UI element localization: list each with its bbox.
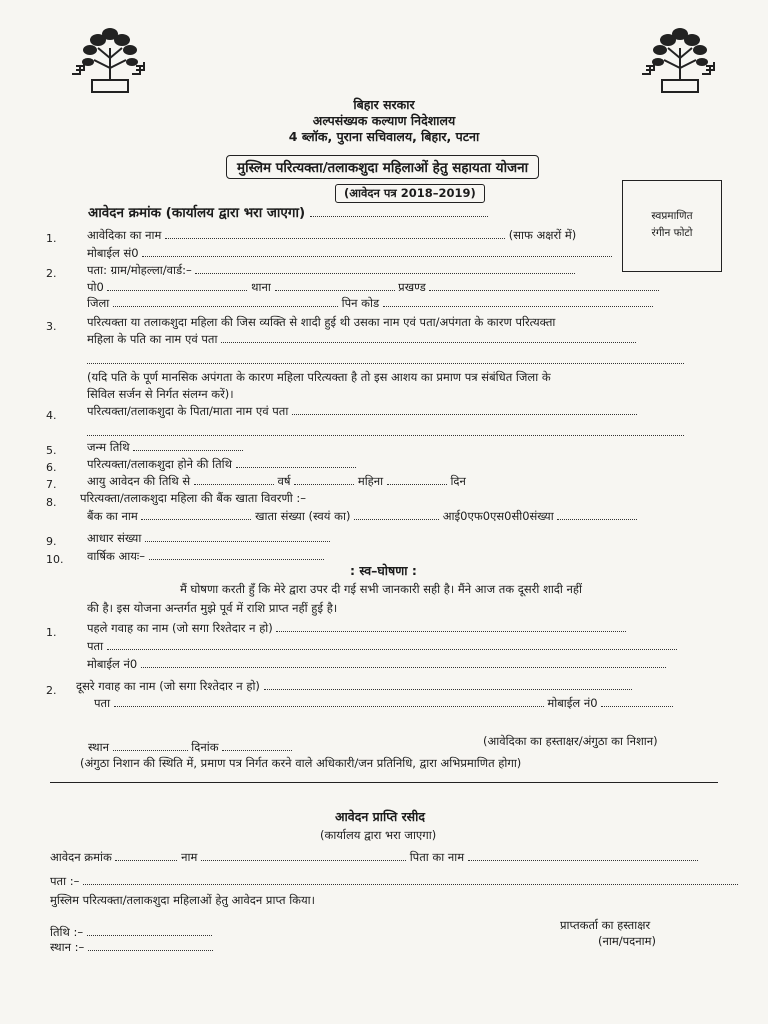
- application-number-label: आवेदन क्रमांक (कार्यालय द्वारा भरा जाएगा): [88, 205, 306, 221]
- ifsc-field[interactable]: [557, 509, 637, 520]
- photo-box[interactable]: [622, 180, 722, 272]
- age-years-field[interactable]: [194, 474, 274, 485]
- address-field[interactable]: [195, 263, 575, 274]
- scheme-title-box: [226, 155, 539, 179]
- aadhaar-label: आधार संख्या: [87, 531, 142, 545]
- q4-field-1[interactable]: [292, 404, 637, 415]
- address-row: [87, 263, 575, 278]
- receipt-date-row: [50, 925, 212, 940]
- item-number-7: 7.: [46, 478, 57, 491]
- aadhaar-row: [87, 531, 330, 546]
- bank-row: [87, 509, 637, 524]
- session-box: [335, 184, 485, 203]
- age-days-field[interactable]: [387, 474, 447, 485]
- income-field[interactable]: [149, 549, 324, 560]
- bank-name-label: बैंक का नाम: [87, 509, 138, 523]
- block-field[interactable]: [429, 280, 659, 291]
- receipt-address-row: [50, 874, 738, 889]
- bank-name-field[interactable]: [141, 509, 251, 520]
- clear-letters-label: (साफ अक्षरों में): [508, 228, 577, 242]
- q3-field-2-row: [87, 349, 684, 368]
- date-label: दिनांक: [191, 740, 219, 754]
- bihar-emblem-left-icon: [70, 18, 150, 98]
- item-number-2: 2.: [46, 267, 57, 280]
- item-number-10: 10.: [46, 553, 64, 566]
- receipt-place-field[interactable]: [88, 940, 213, 951]
- receipt-date-label: तिथि :–: [50, 925, 84, 939]
- months-label: महिना: [357, 474, 384, 488]
- section-divider: [50, 782, 718, 783]
- witness-1-name-row: [87, 621, 626, 636]
- session-label: (आवेदन पत्र 2018–2019): [335, 184, 485, 203]
- q6-label: परित्यक्ता/तलाकशुदा होने की तिथि: [87, 457, 232, 471]
- witness-1-mobile-row: [87, 657, 666, 672]
- declaration-title: : स्व–घोषणा :: [350, 563, 417, 578]
- applicant-name-row: [87, 228, 576, 243]
- q4-label: परित्यक्ता/तलाकशुदा के पिता/माता नाम एवं पता: [87, 404, 289, 418]
- receipt-received-text: मुस्लिम परित्यक्ता/तलाकशुदा महिलाओं हेतु आवेदन प्राप्त किया।: [50, 893, 316, 907]
- declaration-line-2: की है। इस योजना अन्तर्गत मुझे पूर्व में राशि प्राप्त नहीं हुई है।: [87, 601, 338, 615]
- income-row: [87, 549, 324, 564]
- scheme-title: मुस्लिम परित्यक्ता/तलाकशुदा महिलाओं हेतु सहायता योजना: [226, 155, 539, 179]
- application-number-field[interactable]: [310, 206, 488, 217]
- receipt-app-no-label: आवेदन क्रमांक: [50, 850, 112, 864]
- q7-row: [87, 474, 466, 489]
- q3-note-2: सिविल सर्जन से निर्गत संलग्न करें)।: [87, 387, 234, 401]
- witness-1-mobile-field[interactable]: [141, 657, 666, 668]
- district-row: [87, 296, 653, 311]
- mobile-field[interactable]: [142, 246, 612, 257]
- declaration-line-1: मैं घोषणा करती हुँ कि मेरे द्वारा उपर दी गई सभी जानकारी सही है। मैंने आज तक दूसरी शादी नहीं: [180, 582, 583, 596]
- mobile-row: [87, 246, 612, 261]
- receipt-app-no-field[interactable]: [115, 850, 177, 861]
- q3-field-1[interactable]: [221, 332, 636, 343]
- district-label: जिला: [87, 296, 110, 310]
- directorate-name: अल्पसंख्यक कल्याण निदेशालय: [312, 113, 456, 128]
- item-number-6: 6.: [46, 461, 57, 474]
- address-label: पता: ग्राम/मोहल्ला/वार्ड:–: [87, 263, 192, 277]
- account-number-label: खाता संख्या (स्वयं का): [255, 509, 351, 523]
- item-number-4: 4.: [46, 409, 57, 422]
- applicant-name-field[interactable]: [165, 228, 505, 239]
- receipt-date-field[interactable]: [87, 925, 212, 936]
- witness-2-name-field[interactable]: [264, 679, 632, 690]
- date-field[interactable]: [222, 740, 292, 751]
- receipt-title: आवेदन प्राप्ति रसीद: [335, 809, 426, 824]
- receipt-name-label: नाम: [181, 850, 198, 864]
- witness-2-name-label: दूसरे गवाह का नाम (जो सगा रिश्तेदार न हो): [76, 679, 260, 693]
- q3-line2-row: [87, 332, 636, 347]
- witness-2-name-row: [76, 679, 632, 694]
- receiver-signature-label: प्राप्तकर्ता का हस्ताक्षर: [560, 918, 651, 932]
- po-field[interactable]: [107, 280, 247, 291]
- income-label: वार्षिक आयः–: [87, 549, 145, 563]
- applicant-signature-label: (आवेदिका का हस्ताक्षर/अंगुठा का निशान): [483, 734, 658, 748]
- q3-line1: परित्यक्ता या तलाकशुदा महिला की जिस व्यक्ति से शादी हुई थी उसका नाम एवं पता/अपंगता के कारण परित्यक्ता: [87, 315, 556, 329]
- place-date-row: [88, 740, 292, 755]
- receipt-subtitle: (कार्यालय द्वारा भरा जाएगा): [320, 828, 437, 842]
- block-label: प्रखण्ड: [398, 280, 426, 294]
- q7-label: आयु आवेदन की तिथि से: [87, 474, 191, 488]
- witness-1-address-row: [87, 639, 677, 654]
- days-label: दिन: [450, 474, 466, 488]
- q3-line2: महिला के पति का नाम एवं पता: [87, 332, 218, 346]
- receipt-app-row: [50, 850, 698, 865]
- pin-label: पिन कोड: [341, 296, 380, 310]
- item-number-3: 3.: [46, 320, 57, 333]
- receipt-father-field[interactable]: [468, 850, 698, 861]
- thana-field[interactable]: [275, 280, 395, 291]
- witness-1-mobile-label: मोबाईल नं0: [87, 657, 138, 671]
- q4-row: [87, 404, 637, 419]
- q3-note-1: (यदि पति के पूर्ण मानसिक अपंगता के कारण महिला परित्यक्ता है तो इस आशय का प्रमाण पत्र संबंधित जिला के: [87, 370, 551, 384]
- witness-1-name-field[interactable]: [276, 621, 626, 632]
- q5-row: [87, 440, 243, 455]
- directorate-address: 4 ब्लॉक, पुराना सचिवालय, बिहार, पटना: [288, 129, 480, 144]
- receipt-place-label: स्थान :–: [50, 940, 85, 954]
- q4-field-2[interactable]: [87, 425, 684, 436]
- account-number-field[interactable]: [354, 509, 439, 520]
- witness-2-number: 2.: [46, 684, 57, 697]
- item-number-5: 5.: [46, 444, 57, 457]
- receipt-place-row: [50, 940, 213, 955]
- witness-1-number: 1.: [46, 626, 57, 639]
- thana-label: थाना: [251, 280, 271, 294]
- mobile-label: मोबाईल सं0: [87, 246, 139, 260]
- ifsc-label: आई0एफ0एस0सी0संख्या: [442, 509, 554, 523]
- receipt-name-field[interactable]: [201, 850, 406, 861]
- q6-row: [87, 457, 356, 472]
- q4-field-2-row: [87, 421, 684, 440]
- dob-field[interactable]: [133, 440, 243, 451]
- applicant-name-label: आवेदिका का नाम: [87, 228, 162, 242]
- years-label: वर्ष: [277, 474, 291, 488]
- place-field[interactable]: [113, 740, 188, 751]
- receipt-address-label: पता :–: [50, 874, 80, 888]
- receipt-father-label: पिता का नाम: [409, 850, 465, 864]
- receiver-post-label: (नाम/पदनाम): [598, 934, 656, 948]
- witness-2-mobile-field[interactable]: [601, 696, 673, 707]
- separation-date-field[interactable]: [236, 457, 356, 468]
- govt-name: बिहार सरकार: [353, 97, 415, 112]
- witness-1-address-field[interactable]: [107, 639, 677, 650]
- witness-1-address-label: पता: [87, 639, 104, 653]
- witness-2-address-field[interactable]: [114, 696, 544, 707]
- thumb-note: (अंगुठा निशान की स्थिति में, प्रमाण पत्र निर्गत करने वाले अधिकारी/जन प्रतिनिधि, द्वारा अभिप्रमाणित होगा): [80, 756, 522, 770]
- q8-label: परित्यक्ता/तलाकशुदा महिला की बैंक खाता विवरणी :–: [80, 491, 307, 505]
- item-number-8: 8.: [46, 496, 57, 509]
- district-field[interactable]: [113, 296, 338, 307]
- place-label: स्थान: [88, 740, 109, 754]
- bihar-emblem-right-icon: [640, 18, 720, 98]
- witness-2-address-row: [94, 696, 673, 711]
- q5-label: जन्म तिथि: [87, 440, 130, 454]
- witness-1-name-label: पहले गवाह का नाम (जो सगा रिश्तेदार न हो): [87, 621, 273, 635]
- witness-2-address-label: पता: [94, 696, 111, 710]
- photo-label-color: रंगीन फोटो: [651, 227, 693, 239]
- po-label: पो0: [87, 280, 104, 294]
- age-months-field[interactable]: [294, 474, 354, 485]
- witness-2-mobile-label: मोबाईल नं0: [547, 696, 598, 710]
- po-row: [87, 280, 659, 295]
- application-number-row: [88, 203, 488, 221]
- item-number-9: 9.: [46, 535, 57, 548]
- pin-field[interactable]: [383, 296, 653, 307]
- item-number-1: 1.: [46, 232, 57, 245]
- aadhaar-field[interactable]: [145, 531, 330, 542]
- photo-label-self-attested: स्वप्रमाणित: [651, 210, 693, 222]
- q3-field-2[interactable]: [87, 353, 684, 364]
- receipt-address-field[interactable]: [83, 874, 738, 885]
